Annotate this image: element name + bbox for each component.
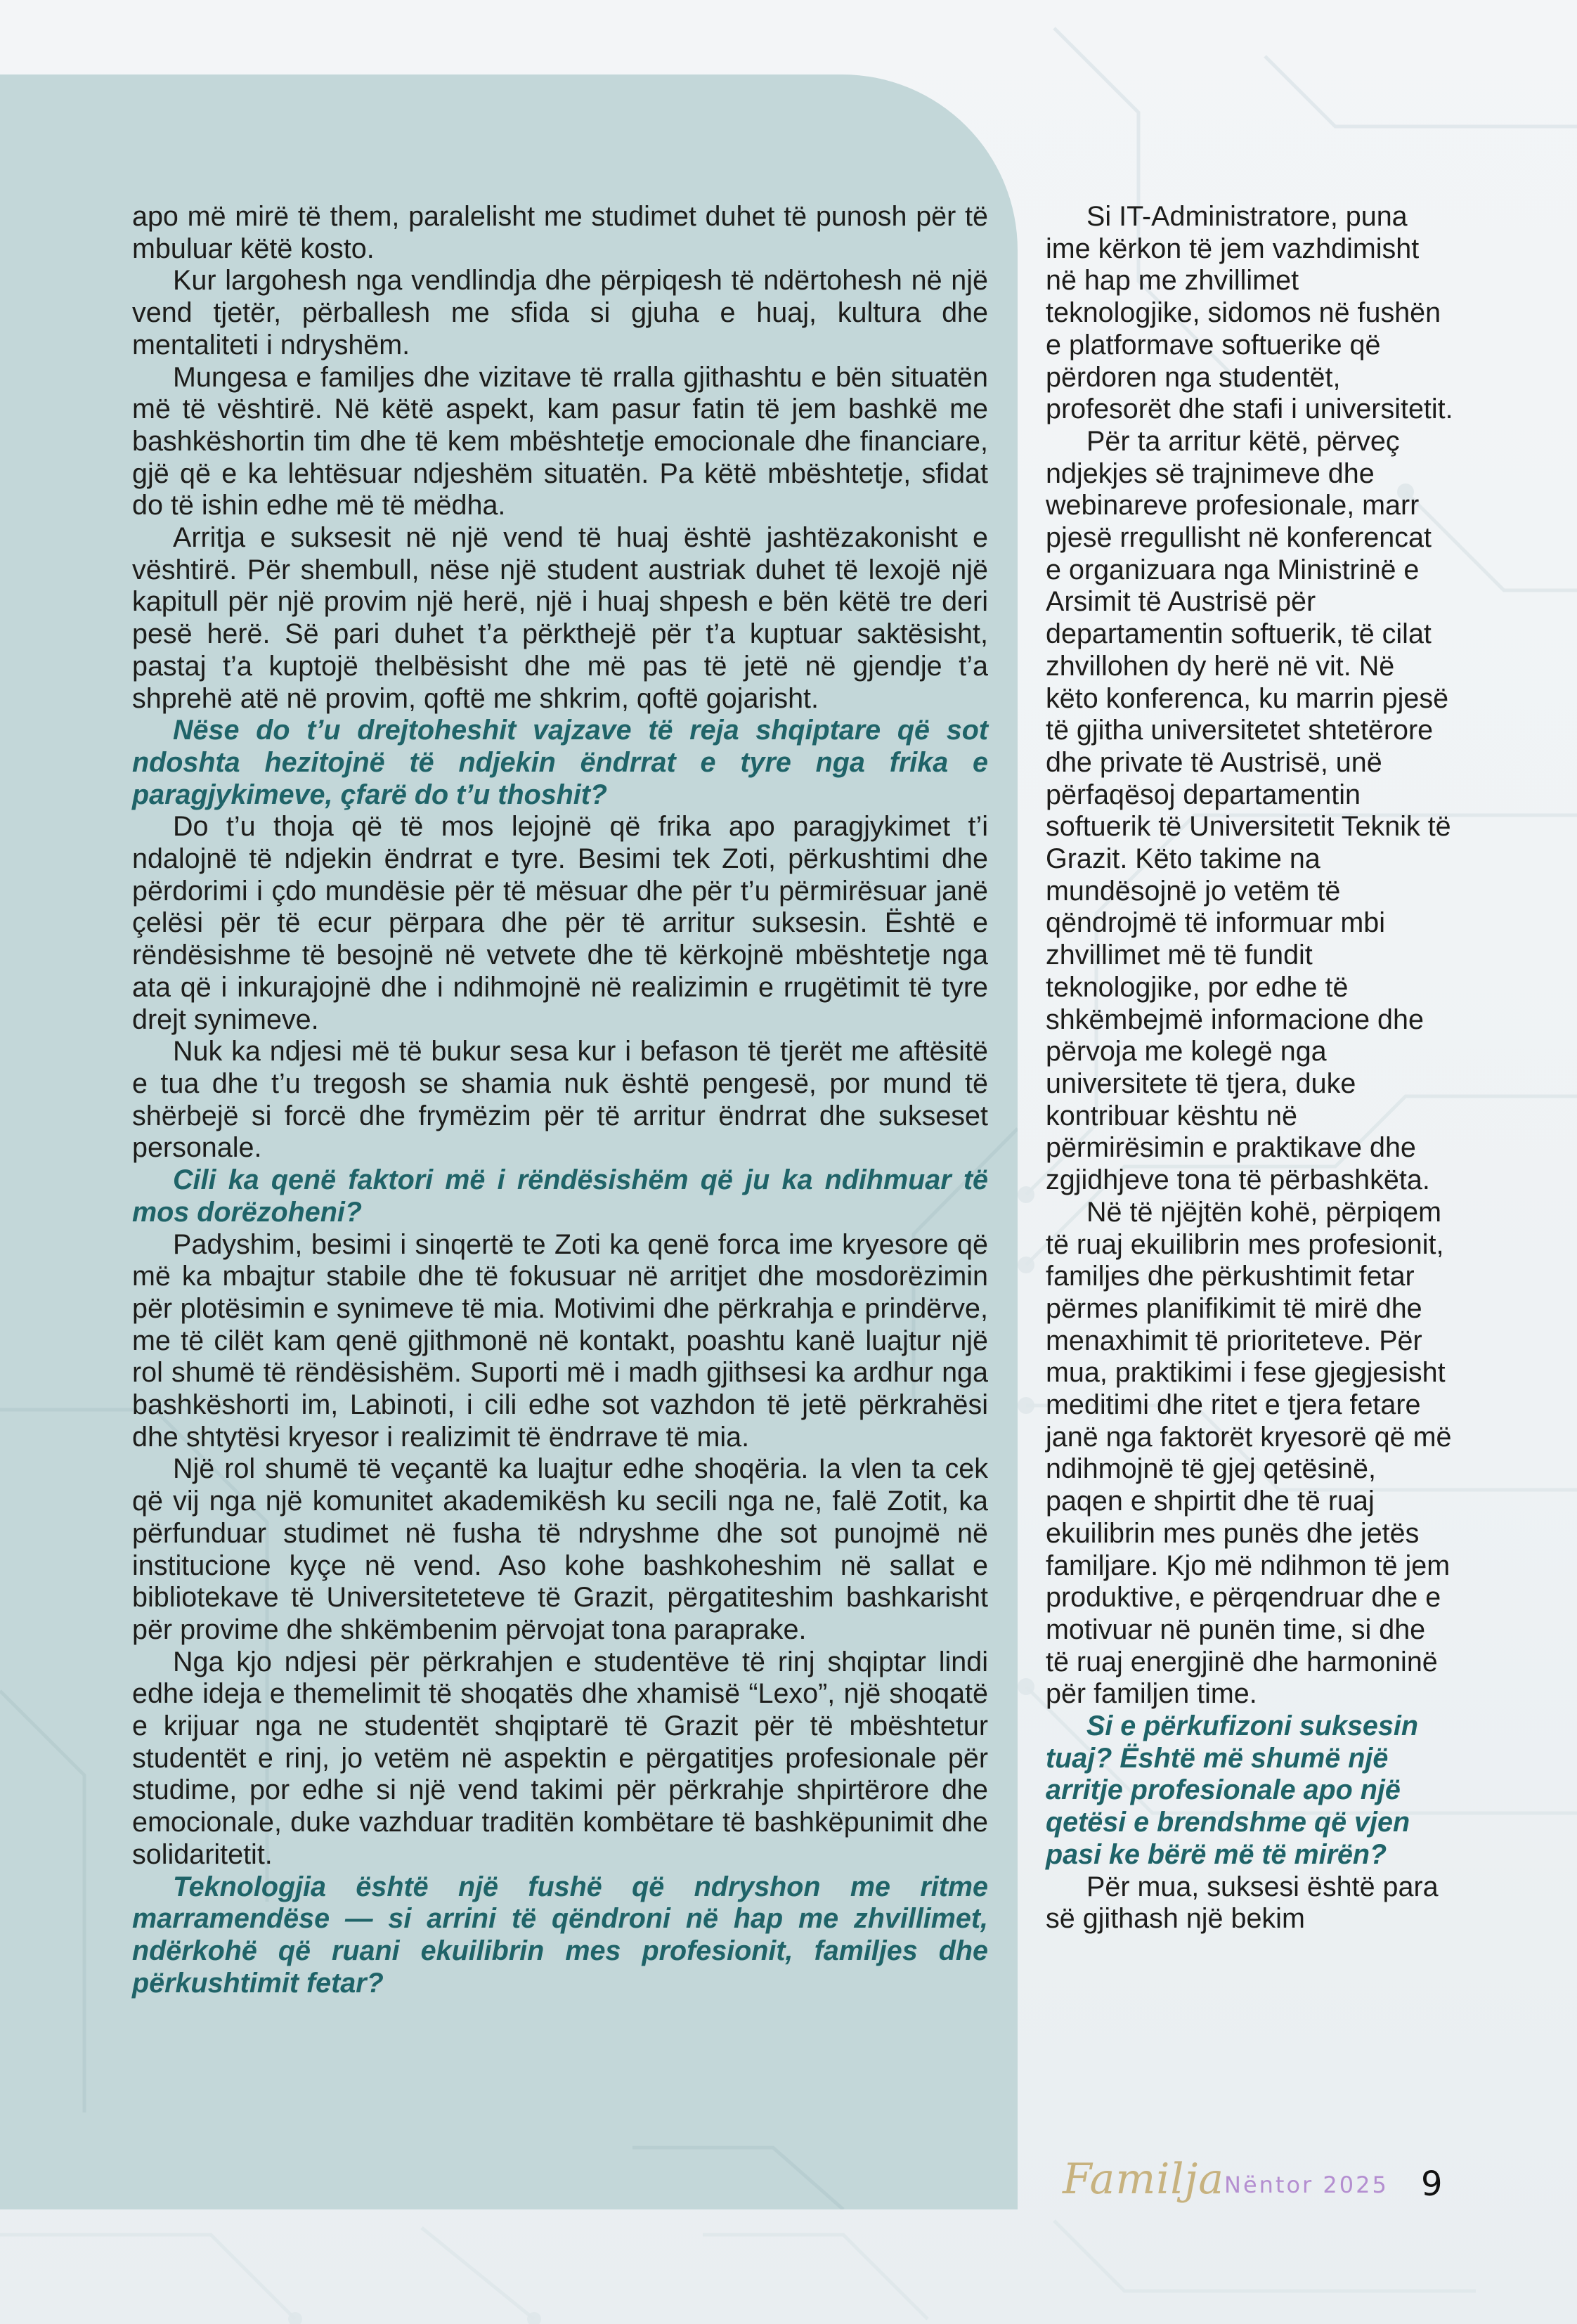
body-paragraph: Për mua, suksesi është para së gjithash një bekim xyxy=(1046,1871,1439,1935)
interview-question: Nëse do t’u drejtoheshit vajzave të reja shqiptare që sot ndoshta hezitojnë të ndjekin ëndrrat e tyre nga frika e paragjykimeve, çfarë do t’u thoshit? xyxy=(132,715,988,810)
interview-question: Cili ka qenë faktori më i rëndësishëm që ju ka ndihmuar të mos dorëzoheni? xyxy=(132,1164,988,1228)
issue-date: Nëntor 2025 xyxy=(1224,2172,1389,2198)
body-paragraph: Mungesa e familjes dhe vizitave të rralla gjithashtu e bën situatën më të vështirë. Në këtë aspekt, kam pasur fatin të jem bashkë me bashkëshortin tim dhe të kem mbështetje emocionale dhe financiare, gjë që e ka lehtësuar ndjeshëm situatën. Pa këtë mbështetje, sfidat do të ishin edhe më të mëdha. xyxy=(132,361,988,521)
body-paragraph: Si IT-Administratore, puna ime kërkon të jem vazhdimisht në hap me zhvillimet teknologjike, sidomos në fushën e platformave softuerike që përdoren nga studentët, profesorët dhe stafi i universitetit. xyxy=(1046,201,1453,425)
article-left-column xyxy=(132,201,988,1999)
body-paragraph: Padyshim, besimi i sinqertë te Zoti ka qenë forca ime kryesore që më ka mbajtur stabile dhe të fokusuar në arritjet dhe mosdorëzimin për plotësimin e synimeve të mia. Motivimi dhe përkrahja e prindërve, me të cilët kam qenë gjithmonë në kontakt, poashtu kanë luajtur një rol shumë të rëndësishëm. Suporti më i madh gjithsesi ka ardhur nga bashkëshorti im, Labinoti, i cili edhe sot vazhdon të jetë përkrahësi dhe shtytësi kryesor i realizimit të ëndrrave të mia. xyxy=(132,1228,988,1453)
body-paragraph: Nuk ka ndjesi më të bukur sesa kur i befason të tjerët me aftësitë e tua dhe t’u tregosh se shamia nuk është pengesë, por mund të shërbejë si forcë dhe frymëzim për të arritur ëndrrat dhe sukseset personale. xyxy=(132,1036,988,1164)
body-paragraph: Në të njëjtën kohë, përpiqem të ruaj ekuilibrin mes profesionit, familjes dhe përkushtimit fetar përmes planifikimit të mirë dhe menaxhimit të prioriteteve. Për mua, praktikimi i fese gjegjesisht meditimi dhe ritet e tjera fetare janë nga faktorët kryesorë që më ndihmojnë të gjej qetësinë, paqen e shpirtit dhe të ruaj ekuilibrin mes punës dhe jetës familjare. Kjo më ndihmon të jem produktive, e përqendruar dhe e motivuar në punën time, si dhe të ruaj energjinë dhe harmoninë për familjen time. xyxy=(1046,1196,1452,1710)
body-paragraph: Nga kjo ndjesi për përkrahjen e studentëve të rinj shqiptar lindi edhe ideja e themelimit të shoqatës dhe xhamisë “Lexo”, një shoqatë e krijuar nga ne studentët shqiptarë të Grazit për të mbështetur studentët e rinj, jo vetëm në aspektin e përgatitjes profesionale për studime, por edhe si një vend takimi për përkrahje shpirtërore dhe emocionale, duke vazhduar traditën kombëtare të bashkëpunimit dhe solidaritetit. xyxy=(132,1646,988,1870)
page-number: 9 xyxy=(1421,2164,1443,2204)
body-paragraph: Arritja e suksesit në një vend të huaj është jashtëzakonisht e vështirë. Për shembull, nëse një student austriak duhet të lexojë një kapitull për një provim një herë, një i huaj shpesh e bën këtë tre deri pesë herë. Së pari duhet t’a përkthejë për t’a kuptuar saktësisht, pastaj t’a kuptojë thelbësisht dhe më pas të jetë në gjendje t’a shprehë atë në provim, qoftë me shkrim, qoftë gojarisht. xyxy=(132,522,988,714)
body-paragraph: Do t’u thoja që të mos lejojnë që frika apo paragjykimet t’i ndalojnë të ndjekin ëndrrat e tyre. Besimi tek Zoti, përkushtimi dhe përdorimi i çdo mundësie për të mësuar dhe për t’u përmirësuar janë çelësi për të ecur përpara dhe për të arritur suksesin. Është e rëndësishme të besojnë në vetvete dhe të kërkojnë mbështetje nga ata që i inkurajojnë dhe i ndihmojnë në realizimin e rrugëtimit të tyre drejt synimeve. xyxy=(132,811,988,1035)
body-paragraph: Një rol shumë të veçantë ka luajtur edhe shoqëria. Ia vlen ta cek që vij nga një komunitet akademikësh ku secili nga ne, falë Zotit, ka përfunduar studimet në fusha të ndryshme dhe sot punojmë në institucione kyçe në vend. Aso kohe bashkoheshim në sallat e bibliotekave të Universiteteteve të Grazit, përgatiteshim bashkarisht për provime dhe shkëmbenim përvojat tona paraprake. xyxy=(132,1453,988,1645)
body-paragraph: Kur largohesh nga vendlindja dhe përpiqesh të ndërtohesh në një vend tjetër, përballesh me sfida si gjuha e huaj, kultura dhe mentaliteti i ndryshëm. xyxy=(132,265,988,361)
body-paragraph: apo më mirë të them, paralelisht me studimet duhet të punosh për të mbuluar këtë kosto. xyxy=(132,201,988,264)
article-right-column xyxy=(1046,201,1453,1935)
interview-question: Teknologjia është një fushë që ndryshon me ritme marramendëse — si arrini të qëndroni në hap me zhvillimet, ndërkohë që ruani ekuilibrin mes profesionit, familjes dhe përkushtimit fetar? xyxy=(132,1871,988,1999)
body-paragraph: Për ta arritur këtë, përveç ndjekjes së trajnimeve dhe webinareve profesionale, marr pjesë rregullisht në konferencat e organizuara nga Ministrinë e Arsimit të Austrisë për departamentin softuerik, të cilat zhvillohen dy herë në vit. Në këto konferenca, ku marrin pjesë të gjitha universitetet shtetërore dhe private të Austrisë, unë përfaqësoj departamentin softuerik të Universitetit Teknik të Grazit. Këto takime na mundësojnë jo vetëm të qëndrojmë të informuar mbi zhvillimet më të fundit teknologjike, por edhe të shkëmbejmë informacione dhe përvoja me kolegë nga universitete të tjera, duke kontribuar kështu në përmirësimin e praktikave dhe zgjidhjeve tona të përbashkëta. xyxy=(1046,425,1451,1196)
interview-question: Si e përkufizoni suksesin tuaj? Është më shumë një arritje profesionale apo një qetësi e brendshme që vjen pasi ke bërë më të mirën? xyxy=(1046,1710,1418,1870)
magazine-logo: Familja xyxy=(1063,2155,1224,2204)
